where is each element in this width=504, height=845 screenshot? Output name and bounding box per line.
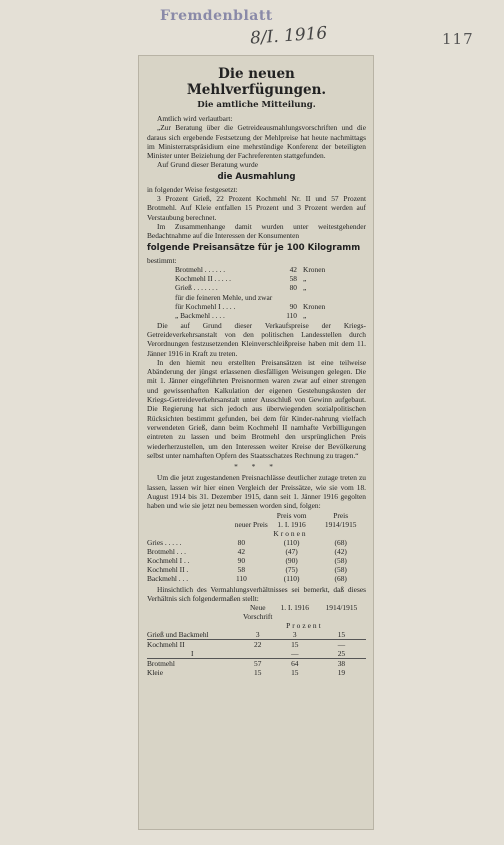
table-row: Kochmehl I . . 90 (90) (58) [147, 555, 347, 565]
newspaper-clipping [138, 55, 374, 830]
paragraph: Im Zusammenhange damit wurden unter weitestgehender Bedachtnahme auf die Interessen der Konsumenten [147, 221, 366, 241]
paragraph: In den hiemit neu erstellten Preisansätzen ist eine teilweise Abänderung der jüngst erlassenen diesfälligen Weisungen gelegen. Die mit 1. Jänner eingeführten Preisnormen waren zwar auf einer strengen und gewissenhaften Kalkulation der eigenen Gestehungskosten der Kriegs-Getreideverkehrsanstalt unter Ausschluß von Gewinn aufgebaut. Die Regierung hat sich jedoch aus überwiegenden sozialpolitischen Rücksichten bestimmt gefunden, bei dem für Kinder-nahrung vielfach verwendeten Grieß, dann beim Kochmehl II namhafte Verbilligungen eintreten zu lassen und beim Brotmehl den ursprünglichen Preis wiederherzustellen, um den Interessen weiter Kreise der Bevölkerung selbst unter namhaften Opfern des Staatsschatzes Rechnung zu tragen.“ [147, 357, 366, 460]
paragraph: bestimmt: [147, 255, 177, 265]
article-title: Die neuen Mehlverfügungen. [186, 66, 327, 98]
table-unit: Kronen [273, 528, 308, 538]
heading-preisansaetze: folgende Preisansätze für je 100 Kilogramm [147, 242, 361, 253]
price-row: Brotmehl . . . . . . 42 Kronen [175, 264, 326, 274]
paragraph: Hinsichtlich des Vermahlungsverhältnisses sei bemerkt, daß dieses Verhältnis sich folgendermaßen stellt: [147, 584, 366, 603]
table-row: Kochmehl II 22 15 — [147, 640, 346, 650]
paragraph: Auf Grund dieser Beratung wurde [157, 160, 258, 170]
table-row: Brotmehl 57 64 38 [147, 659, 346, 669]
table-row: Gries . . . . . 80 (110) (68) [147, 537, 347, 547]
heading-ausmahlung: die Ausmahlung [217, 171, 296, 182]
paragraph: „Zur Beratung über die Getreideausmahlungsvorschriften und die daraus sich ergebende Festsetzung der Mehlpreise hat heute nachmittags im Ministerratspräsidium eine mehrstündige Konferenz der beteiligten Minister unter Beiziehung der Fachreferenten stattgefunden. [147, 123, 366, 161]
handwritten-date: 8/I. 1916 [249, 23, 328, 49]
price-row: Grieß . . . . . . . 80 „ [175, 283, 307, 293]
price-row: „ Backmehl . . . . 110 „ [175, 311, 307, 321]
paragraph: in folgender Weise festgesetzt: [147, 184, 238, 194]
table-row: I — 25 [147, 649, 366, 659]
paragraph: 3 Prozent Grieß, 22 Prozent Kochmehl Nr. II und 57 Prozent Brotmehl. Auf Kleie entfallen 15 Prozent und 3 Prozent werden auf Verstaubung berechnet. [147, 194, 366, 222]
paragraph: für die feineren Mehle, und zwar [175, 292, 273, 302]
table-row: Kochmehl II . 58 (75) (58) [147, 564, 347, 574]
table-row: Backmehl . . . 110 (110) (68) [147, 573, 347, 583]
table-row: Brotmehl . . . 42 (47) (42) [147, 546, 347, 556]
newspaper-stamp: Fremdenblatt [160, 8, 273, 24]
table-unit: Prozent [286, 621, 323, 631]
table-row: Grieß und Backmehl 3 3 15 [147, 630, 366, 640]
paragraph: Amtlich wird verlautbart: [157, 114, 233, 123]
paragraph: Um die jetzt zugestandenen Preisnachlässe deutlicher zutage treten zu lassen, lassen wir hier einen Vergleich der Preissätze, wie sie vom 18. August 1914 bis 31. Dezember 1915, dann seit 1. Jänner 1916 gegolten haben und wie sie jetzt neu bemessen worden sind, folgen: [147, 473, 366, 511]
price-comparison-table: Preis vom Preis neuer Preis 1. I. 1916 1914/1915 Kronen Gries . . . . . 80 (110) (68) Brotmehl . . . 42 (47) (42) Kochmehl I . . 90 (90) (58) Kochmehl II . 58 (75) (58) Backmehl . . . 110 (110) (68) [147, 511, 366, 583]
paragraph: Die auf Grund dieser Verkaufspreise der Kriegs-Getreideverkehrsanstalt von den politischen Landesstellen durch Verordnungen festzusetzenden Kleinverschleißpreise haben mit dem 11. Jänner 1916 in Kraft zu treten. [147, 320, 366, 358]
price-row: für Kochmehl I . . . . 90 Kronen [175, 302, 326, 312]
milling-ratio-table: Neue Vorschrift 1. I. 1916 1914/1915 Prozent Grieß und Backmehl 3 3 15 Kochmehl II 22 15 — I — 25 Brotmehl 57 64 38 Kleie 15 15 19 [147, 603, 366, 677]
section-divider: * * * [234, 462, 279, 472]
article-subtitle: Die amtliche Mitteilung. [197, 100, 316, 110]
price-row: Kochmehl II . . . . . 58 „ [175, 274, 307, 284]
page-number: 117 [442, 30, 474, 48]
table-row: Kleie 15 15 19 [147, 668, 346, 678]
